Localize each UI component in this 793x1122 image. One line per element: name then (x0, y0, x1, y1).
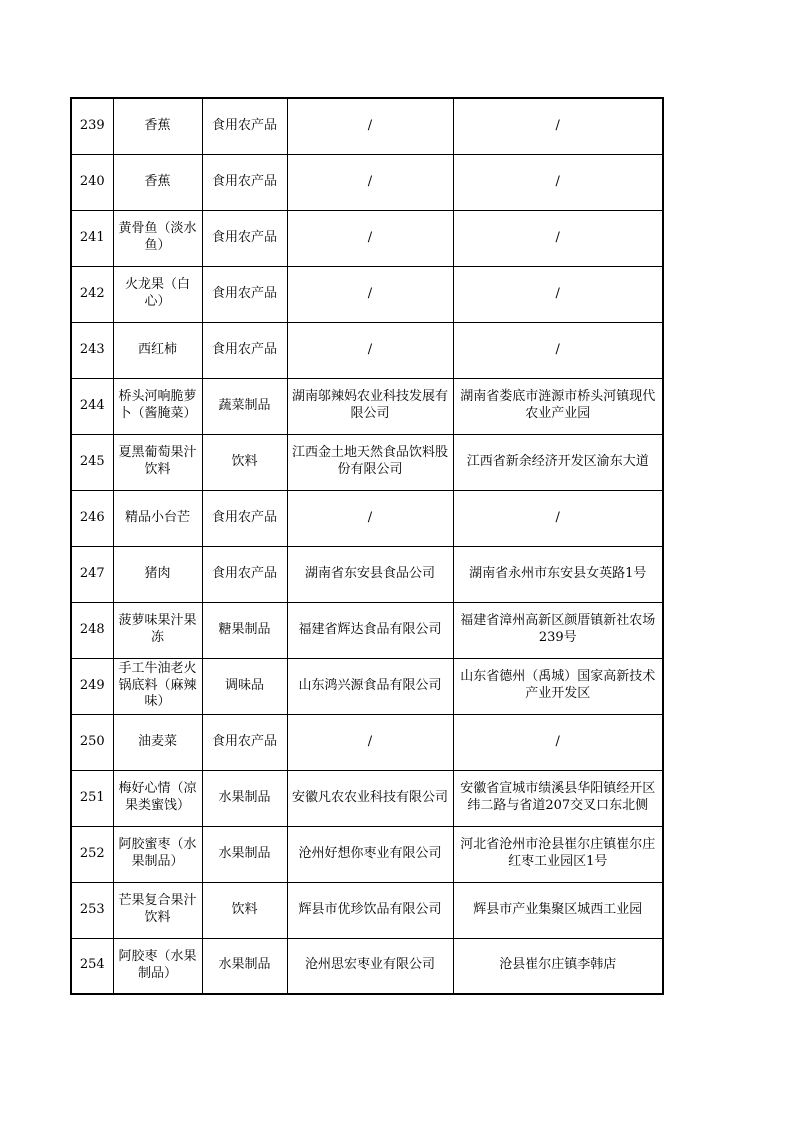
category-cell: 食用农产品 (202, 546, 287, 602)
address-cell: 山东省德州（禹城）国家高新技术产业开发区 (453, 658, 663, 714)
product-name-cell: 火龙果（白心） (113, 266, 202, 322)
company-cell: 山东鸿兴源食品有限公司 (287, 658, 453, 714)
product-name-cell: 香蕉 (113, 154, 202, 210)
category-cell: 食用农产品 (202, 266, 287, 322)
address-cell: / (453, 98, 663, 154)
address-cell: / (453, 490, 663, 546)
row-number-cell: 240 (71, 154, 113, 210)
category-cell: 食用农产品 (202, 322, 287, 378)
address-cell: 福建省漳州高新区颜厝镇新社农场239号 (453, 602, 663, 658)
category-cell: 饮料 (202, 882, 287, 938)
row-number-cell: 251 (71, 770, 113, 826)
address-cell: / (453, 210, 663, 266)
address-cell: 河北省沧州市沧县崔尔庄镇崔尔庄红枣工业园区1号 (453, 826, 663, 882)
category-cell: 食用农产品 (202, 98, 287, 154)
address-cell: 沧县崔尔庄镇李韩店 (453, 938, 663, 994)
company-cell: 湖南邬辣妈农业科技发展有限公司 (287, 378, 453, 434)
row-number-cell: 248 (71, 602, 113, 658)
product-name-cell: 菠萝味果汁果冻 (113, 602, 202, 658)
product-name-cell: 猪肉 (113, 546, 202, 602)
company-cell: 沧州好想你枣业有限公司 (287, 826, 453, 882)
company-cell: / (287, 210, 453, 266)
address-cell: / (453, 322, 663, 378)
company-cell: 辉县市优珍饮品有限公司 (287, 882, 453, 938)
product-name-cell: 阿胶枣（水果制品） (113, 938, 202, 994)
table-row (71, 266, 663, 322)
product-name-cell: 夏黑葡萄果汁饮料 (113, 434, 202, 490)
table-row (71, 322, 663, 378)
table-row (71, 434, 663, 490)
category-cell: 水果制品 (202, 826, 287, 882)
company-cell: / (287, 266, 453, 322)
company-cell: 安徽凡农农业科技有限公司 (287, 770, 453, 826)
category-cell: 食用农产品 (202, 210, 287, 266)
product-name-cell: 芒果复合果汁饮料 (113, 882, 202, 938)
company-cell: 湖南省东安县食品公司 (287, 546, 453, 602)
category-cell: 食用农产品 (202, 154, 287, 210)
company-cell: / (287, 490, 453, 546)
address-cell: 江西省新余经济开发区渝东大道 (453, 434, 663, 490)
category-cell: 饮料 (202, 434, 287, 490)
product-table (70, 97, 664, 995)
company-cell: / (287, 714, 453, 770)
product-name-cell: 手工牛油老火锅底料（麻辣味） (113, 658, 202, 714)
category-cell: 食用农产品 (202, 490, 287, 546)
table-row (71, 546, 663, 602)
row-number-cell: 244 (71, 378, 113, 434)
product-table-body (71, 98, 663, 994)
company-cell: / (287, 98, 453, 154)
table-row (71, 602, 663, 658)
table-row (71, 210, 663, 266)
table-row (71, 490, 663, 546)
row-number-cell: 239 (71, 98, 113, 154)
category-cell: 蔬菜制品 (202, 378, 287, 434)
table-row (71, 826, 663, 882)
address-cell: 湖南省娄底市涟源市桥头河镇现代农业产业园 (453, 378, 663, 434)
category-cell: 水果制品 (202, 938, 287, 994)
row-number-cell: 253 (71, 882, 113, 938)
row-number-cell: 254 (71, 938, 113, 994)
product-name-cell: 精品小台芒 (113, 490, 202, 546)
company-cell: / (287, 322, 453, 378)
table-row (71, 714, 663, 770)
category-cell: 糖果制品 (202, 602, 287, 658)
product-name-cell: 香蕉 (113, 98, 202, 154)
row-number-cell: 243 (71, 322, 113, 378)
company-cell: 福建省辉达食品有限公司 (287, 602, 453, 658)
row-number-cell: 247 (71, 546, 113, 602)
company-cell: 江西金土地天然食品饮料股份有限公司 (287, 434, 453, 490)
address-cell: 辉县市产业集聚区城西工业园 (453, 882, 663, 938)
row-number-cell: 241 (71, 210, 113, 266)
table-row (71, 154, 663, 210)
category-cell: 调味品 (202, 658, 287, 714)
table-row (71, 98, 663, 154)
category-cell: 水果制品 (202, 770, 287, 826)
table-row (71, 658, 663, 714)
table-row (71, 770, 663, 826)
row-number-cell: 242 (71, 266, 113, 322)
address-cell: / (453, 714, 663, 770)
company-cell: / (287, 154, 453, 210)
product-name-cell: 桥头河响脆萝卜（酱腌菜） (113, 378, 202, 434)
address-cell: 湖南省永州市东安县女英路1号 (453, 546, 663, 602)
product-name-cell: 黄骨鱼（淡水鱼） (113, 210, 202, 266)
table-row (71, 378, 663, 434)
address-cell: / (453, 266, 663, 322)
address-cell: 安徽省宣城市绩溪县华阳镇经开区纬二路与省道207交叉口东北侧 (453, 770, 663, 826)
category-cell: 食用农产品 (202, 714, 287, 770)
row-number-cell: 246 (71, 490, 113, 546)
row-number-cell: 245 (71, 434, 113, 490)
product-name-cell: 油麦菜 (113, 714, 202, 770)
table-row (71, 882, 663, 938)
product-name-cell: 梅好心情（凉果类蜜饯） (113, 770, 202, 826)
product-name-cell: 西红柿 (113, 322, 202, 378)
row-number-cell: 249 (71, 658, 113, 714)
table-row (71, 938, 663, 994)
row-number-cell: 252 (71, 826, 113, 882)
company-cell: 沧州思宏枣业有限公司 (287, 938, 453, 994)
product-name-cell: 阿胶蜜枣（水果制品） (113, 826, 202, 882)
row-number-cell: 250 (71, 714, 113, 770)
address-cell: / (453, 154, 663, 210)
